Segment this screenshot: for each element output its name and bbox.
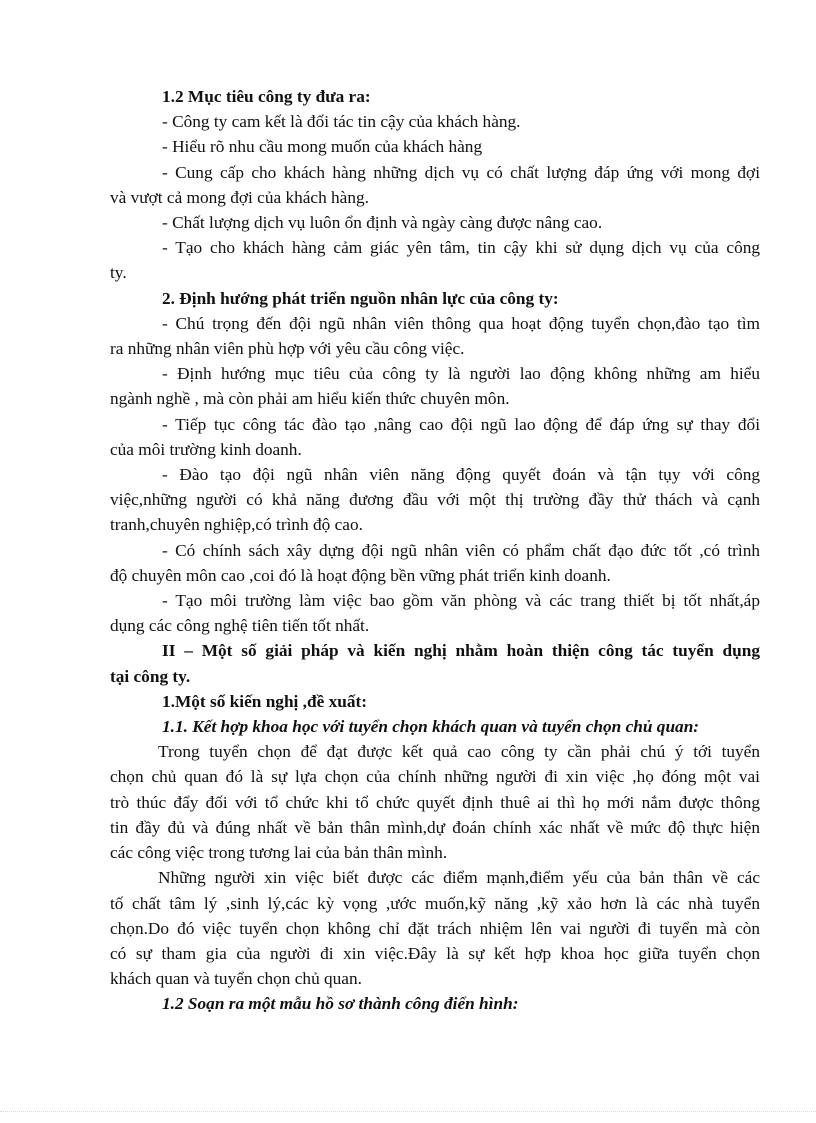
text-line: khách quan và tuyển chọn chủ quan. <box>110 969 362 989</box>
heading-goals: 1.2 Mục tiêu công ty đưa ra: <box>162 87 371 106</box>
text-line: dụng các công nghệ tiên tiến tốt nhất. <box>110 616 370 636</box>
text-line: của môi trường kinh doanh. <box>110 439 302 459</box>
page-bottom-divider <box>0 1111 816 1112</box>
text-line: ra những nhân viên phù hợp với yêu cầu công việc. <box>110 339 465 359</box>
text-line: ngành nghề , mà còn phải am hiểu kiến thức chuyên môn. <box>110 389 510 409</box>
text-line: - Tiếp tục công tác đào tạo ,nâng cao đội ngũ lao động để đáp ứng sự thay đổi <box>162 414 760 434</box>
text-line: tranh,chuyên nghiệp,có trình độ cao. <box>110 515 363 535</box>
text-line: chọn chủ quan đó là sự lựa chọn của chính những người đi xin việc ,họ đóng một vai <box>110 767 760 787</box>
text-line: ty. <box>110 263 127 283</box>
text-line: có sự tham gia của người đi xin việc.Đây là sự kết hợp khoa học giữa tuyển chọn <box>110 943 760 963</box>
text-line: - Định hướng mục tiêu của công ty là người lao động không những am hiểu <box>162 364 760 384</box>
text-line: và vượt cả mong đợi của khách hàng. <box>110 187 369 207</box>
text-line: Trong tuyển chọn để đạt được kết quả cao công ty cần phải chú ý tới tuyển <box>158 742 760 762</box>
text-line: - Tạo môi trường làm việc bao gồm văn phòng và các trang thiết bị tốt nhất,áp <box>162 591 760 611</box>
heading-1-1: 1.1. Kết hợp khoa học với tuyển chọn khách quan và tuyển chọn chủ quan: <box>162 717 700 737</box>
text-line: - Chú trọng đến đội ngũ nhân viên thông qua hoạt động tuyển chọn,đào tạo tìm <box>162 313 760 333</box>
heading-section-ii-cont: tại công ty. <box>110 666 191 686</box>
text-line: - Tạo cho khách hàng cảm giác yên tâm, tin cậy khi sử dụng dịch vụ của công <box>162 238 760 258</box>
text-line: - Hiểu rõ nhu cầu mong muốn của khách hàng <box>162 137 483 157</box>
heading-section-ii: II – Một số giải pháp và kiến nghị nhằm hoàn thiện công tác tuyển dụng <box>162 641 760 661</box>
text-line: - Công ty cam kết là đối tác tin cậy của khách hàng. <box>162 112 521 132</box>
heading-hr-direction: 2. Định hướng phát triển nguồn nhân lực của công ty: <box>162 288 559 308</box>
heading-recommendations: 1.Một số kiến nghị ,đề xuất: <box>162 691 367 711</box>
text-line: Những người xin việc biết được các điểm mạnh,điểm yếu của bản thân về các <box>158 868 760 888</box>
text-line: chọn.Do đó việc tuyển chọn không chỉ đặt trách nhiệm lên vai người đi tuyển mà còn <box>110 918 760 938</box>
text-line: - Chất lượng dịch vụ luôn ổn định và ngày càng được nâng cao. <box>162 213 603 233</box>
text-line: trò thúc đẩy đối với tổ chức khi tổ chức quyết định thuê ai thì họ mới nắm được thông <box>110 792 760 812</box>
text-line: tố chất tâm lý ,sinh lý,các kỳ vọng ,ước muốn,kỹ năng ,kỹ xảo hơn là các nhà tuyển <box>110 893 760 913</box>
text-line: - Đào tạo đội ngũ nhân viên năng động quyết đoán và tận tụy với công <box>162 465 760 485</box>
text-line: việc,những người có khả năng đương đầu với một thị trường đầy thử thách và cạnh <box>110 490 760 510</box>
text-line: độ chuyên môn cao ,coi đó là hoạt động bền vững phát triển kinh doanh. <box>110 565 611 585</box>
text-line: - Cung cấp cho khách hàng những dịch vụ có chất lượng đáp ứng với mong đợi <box>162 162 760 182</box>
text-line: - Có chính sách xây dựng đội ngũ nhân viên có phẩm chất đạo đức tốt ,có trình <box>162 540 760 560</box>
text-line: các công việc trong tương lai của bản thân mình. <box>110 843 448 863</box>
heading-1-2: 1.2 Soạn ra một mẫu hồ sơ thành công điển hình: <box>162 994 519 1014</box>
text-line: tin đầy đủ và đúng nhất về bản thân mình,dự đoán chính xác nhất về mức độ thực hiện <box>110 817 760 837</box>
